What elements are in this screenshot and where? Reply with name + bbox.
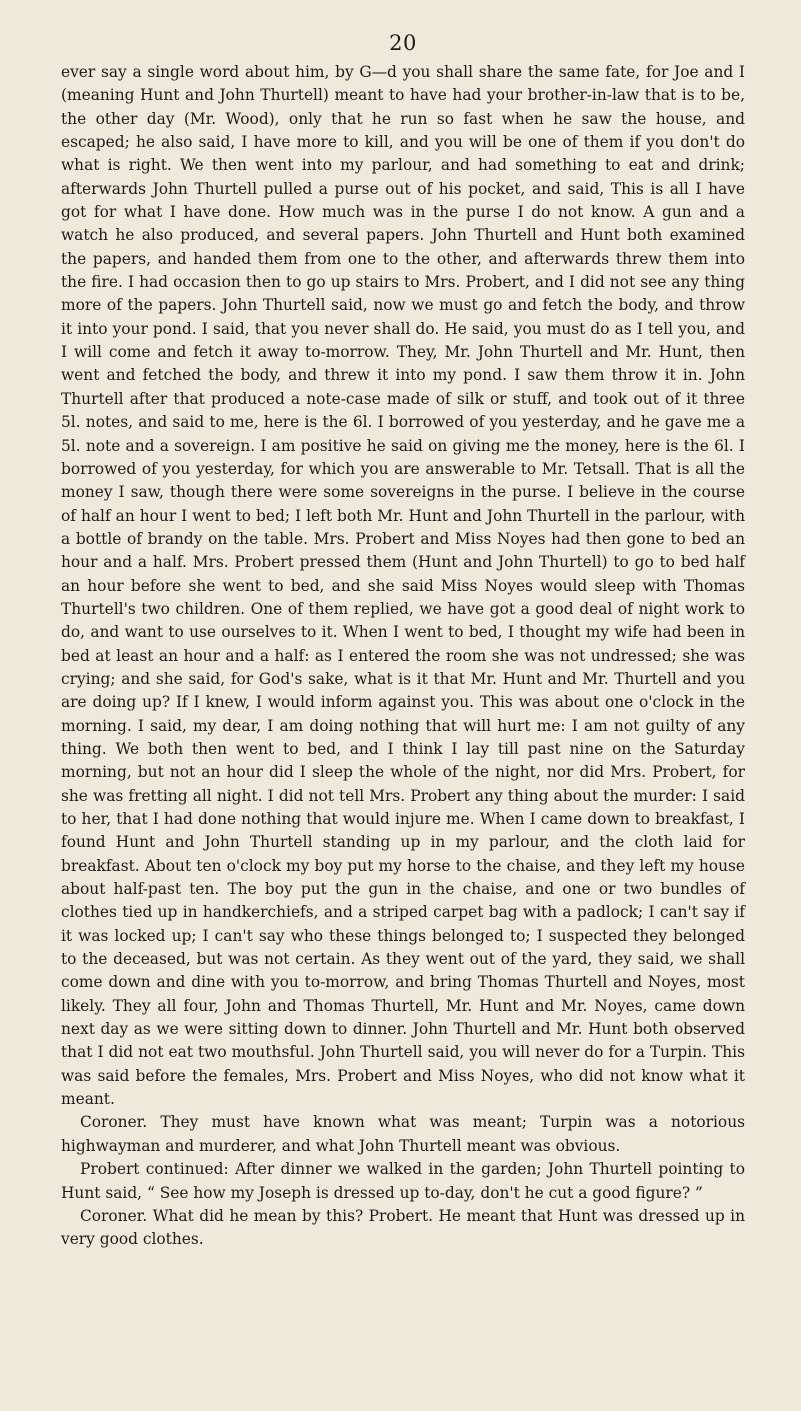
paragraph-testimony: ever say a single word about him, by G—d you shall share the same fate, for Joe and I (meaning Hunt and John Thurtell) meant to have had your brother-in-law that is to be, the other day (Mr. Wood), only that he run so fast when he saw the house, and escaped; he also said, I have more to kill, and you will be one of them if you don't do what is right. We then went into my parlour, and had something to eat and drink; afterwards John Thurtell pulled a purse out of his pocket, and said, This is all I have got for what I have done. How much was in the purse I do not know. A gun and a watch he also produced, and several papers. John Thurtell and Hunt both examined the papers, and handed them from one to the other, and afterwards threw them into the fire. I had occasion then to go up stairs to Mrs. Probert, and I did not see any thing more of the papers. John Thurtell said, now we must go and fetch the body, and throw it into your pond. I said, that you never shall do. He said, you must do as I tell you, and I will come and fetch it away to-morrow. They, Mr. John Thurtell and Mr. Hunt, then went and fetched the body, and threw it into my pond. I saw them throw it in. John Thurtell after that produced a note-case made of silk or stuff, and took out of it three 5l. notes, and said to me, here is the 6l. I borrowed of you yesterday, and he gave me a 5l. note and a sovereign. I am positive he said on giving me the money, here is the 6l. I borrowed of you yesterday, for which you are answerable to Mr. Tetsall. That is all the money I saw, though there were some sovereigns in the purse. I believe in the course of half an hour I went to bed; I left both Mr. Hunt and John Thurtell in the parlour, with a bottle of brandy on the table. Mrs. Probert and Miss Noyes had then gone to bed an hour and a half. Mrs. Probert pressed them (Hunt and John Thurtell) to go to bed half an hour before she went to bed, and she said Miss Noyes would sleep with Thomas Thurtell's two children. One of them replied, we have got a good deal of night work to do, and want to use ourselves to it. When I went to bed, I thought my wife had been in bed at least an hour and a half: as I entered the room she was not undressed; she was crying; and she said, for God's sake, what is it that Mr. Hunt and Mr. Thurtell and you are doing up? If I knew, I would inform against you. This was about one o'clock in the morning. I said, my dear, I am doing nothing that will hurt me: I am not guilty of any thing. We both then went to bed, and I think I lay till past nine on the Saturday morning, but not an hour did I sleep the whole of the night, nor did Mrs. Probert, for she was fretting all night. I did not tell Mrs. Probert any thing about the murder: I said to her, that I had done nothing that would injure me. When I came down to breakfast, I found Hunt and John Thurtell standing up in my parlour, and the cloth laid for breakfast. About ten o'clock my boy put my horse to the chaise, and they left my house about half-past ten. The boy put the gun in the chaise, and one or two bundles of clothes tied up in handkerchiefs, and a striped carpet bag with a padlock; I can't say if it was locked up; I can't say who these things belonged to; I suspected they belonged to the deceased, but was not certain. As they went out of the yard, they said, we shall come down and dine with you to-morrow, and bring Thomas Thurtell and Noyes, most likely. They all four, John and Thomas Thurtell, Mr. Hunt and Mr. Noyes, came down next day as we were sitting down to dinner. John Thurtell and Mr. Hunt both observed that I did not eat two mouthsful. John Thurtell said, you will never do for a Turpin. This was said before the females, Mrs. Probert and Miss Noyes, who did not know what it meant. <box>61 63 745 1109</box>
paragraph-coroner-remark: Coroner. They must have known what was meant; Turpin was a notorious highwayman and murderer, and what John Thurtell meant was obvious. <box>61 1113 745 1155</box>
page-number: 20 <box>389 31 417 55</box>
paragraph-coroner-question: Coroner. What did he mean by this? Probert. He meant that Hunt was dressed up in very good clothes. <box>61 1206 745 1249</box>
paragraph-probert-continued: Probert continued: After dinner we walked in the garden; John Thurtell pointing to Hunt said, “ See how my Joseph is dressed up to-day, don't he cut a good figure? ” <box>61 1160 745 1202</box>
body-text <box>61 61 745 1252</box>
